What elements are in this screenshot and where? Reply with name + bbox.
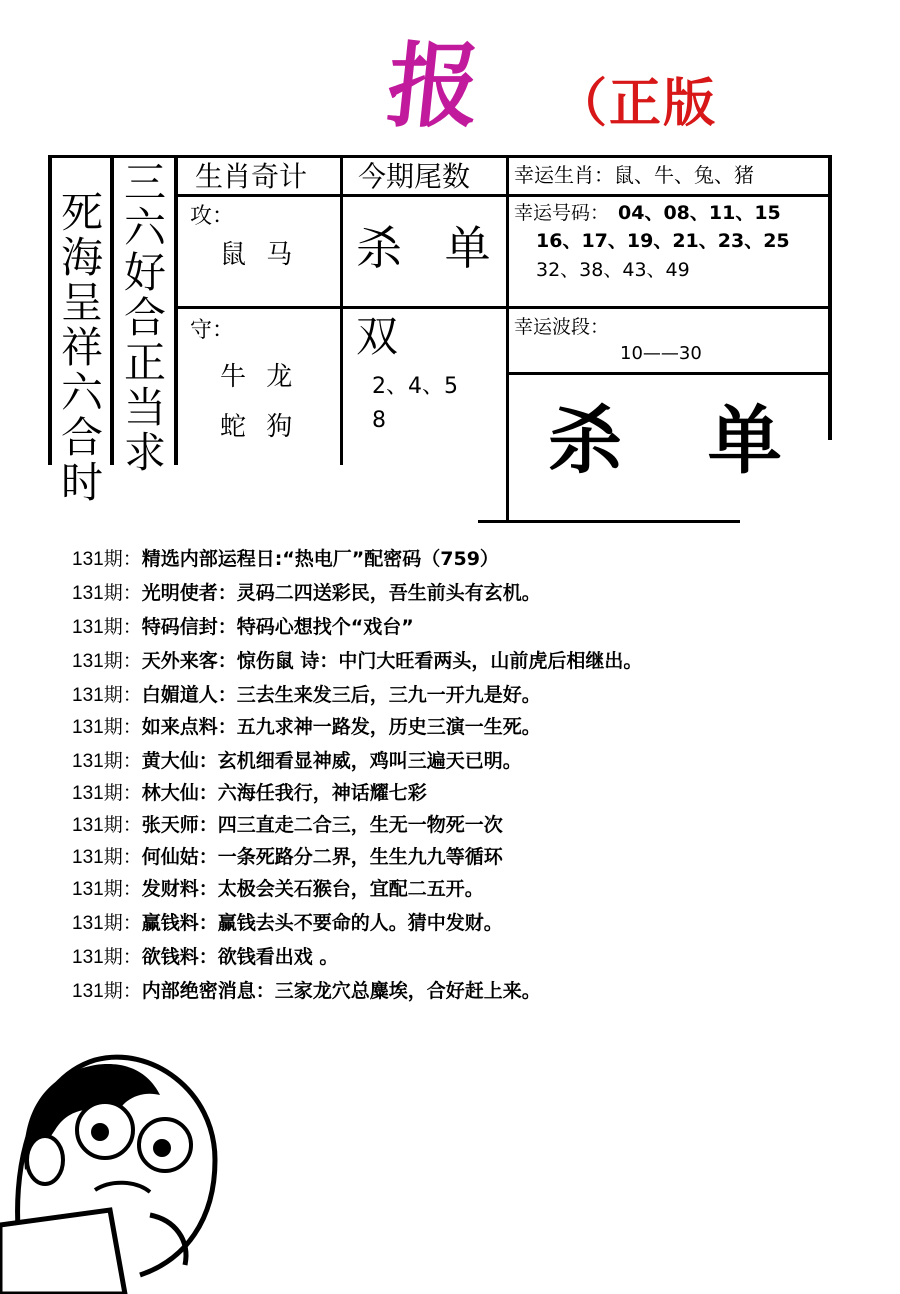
forecast-line: 131期：天外来客：惊伤鼠 诗：中门大旺看两头，山前虎后相继出。: [72, 650, 643, 672]
lucky-numbers-line2: 16、17、19、21、23、25: [536, 230, 790, 252]
page-title: 报: [382, 32, 486, 140]
forecast-line: 131期：何仙姑：一条死路分二界，生生九九等循环: [72, 846, 503, 868]
lucky-wave-label: 幸运波段：: [514, 316, 610, 338]
zodiac-header: 生肖奇计: [195, 160, 308, 193]
forecast-line: 131期：如来点料：五九求神一路发，历史三演一生死。: [72, 716, 541, 738]
forecast-line: 131期：白媚道人：三去生来发三后，三九一开九是好。: [72, 684, 541, 706]
defend-label: 守：: [190, 318, 235, 343]
lucky-wave-value: 10——30: [620, 343, 702, 364]
forecast-line: 131期：林大仙：六海任我行，神话耀七彩: [72, 782, 427, 804]
defend-line1: 牛 龙: [220, 362, 299, 392]
double-label: 双: [356, 312, 399, 361]
attack-label: 攻：: [190, 204, 235, 229]
forecast-line: 131期：发财料：太极会关石猴台，宜配二五开。: [72, 878, 484, 900]
forecast-line: 131期：光明使者：灵码二四送彩民，吾生前头有玄机。: [72, 582, 541, 604]
forecast-line: 131期：特码信封：特码心想找个“戏台”: [72, 616, 414, 638]
kill-single-top: 杀 单: [356, 221, 505, 275]
double-line2: 8: [372, 408, 386, 433]
attack-values: 鼠 马: [220, 240, 299, 270]
kill-single-big: 杀 单: [548, 398, 812, 484]
forecast-line: 131期：赢钱料：赢钱去头不要命的人。猜中发财。: [72, 912, 503, 934]
tail-header: 今期尾数: [358, 160, 471, 193]
left-column-slogan-1: 死海呈祥六合时: [60, 188, 103, 507]
edition-label: （正版: [555, 74, 718, 134]
forecast-line: 131期：精选内部运程日:“热电厂”配密码（759）: [72, 548, 499, 570]
defend-line2: 蛇 狗: [220, 412, 299, 442]
left-column-slogan-2: 三六好合正当求: [123, 158, 166, 477]
cartoon-mascot-illustration: [0, 1020, 240, 1294]
forecast-line: 131期：内部绝密消息：三家龙穴总麋埃，合好赶上来。: [72, 980, 541, 1002]
forecast-line: 131期：欲钱料：欲钱看出戏 。: [72, 946, 339, 968]
lucky-numbers-line1: 04、08、11、15: [618, 202, 781, 224]
forecast-line: 131期：张天师：四三直走二合三，生无一物死一次: [72, 814, 503, 836]
lucky-numbers-label: 幸运号码：: [514, 202, 610, 224]
lucky-zodiac: 幸运生肖：鼠、牛、兔、猪: [514, 163, 754, 187]
forecast-line: 131期：黄大仙：玄机细看显神威，鸡叫三遍天已明。: [72, 750, 522, 772]
double-line1: 2、4、5: [372, 374, 458, 399]
lucky-numbers-line3: 32、38、43、49: [536, 259, 690, 281]
